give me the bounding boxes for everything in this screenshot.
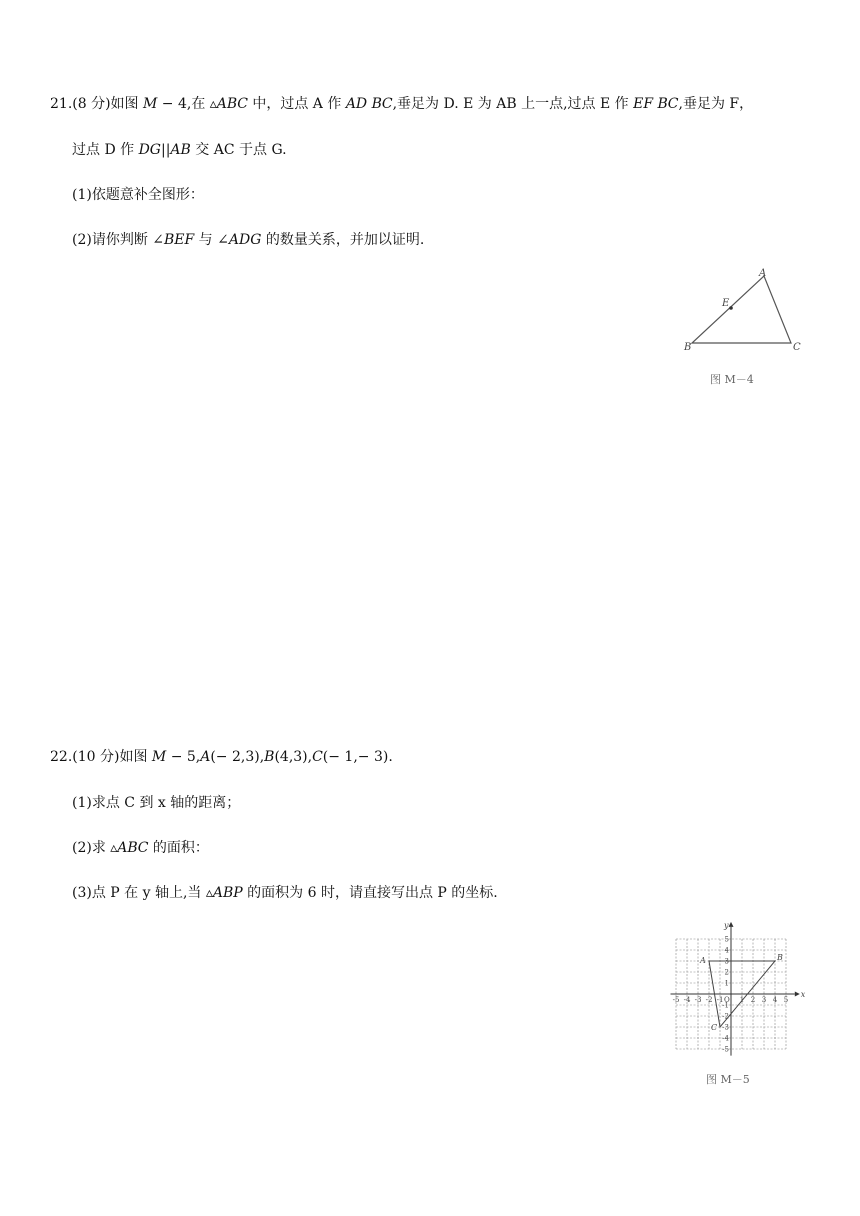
y-tick-label: -5 bbox=[722, 1045, 729, 1054]
y-tick-label: 3 bbox=[724, 957, 729, 966]
y-tick-label: -1 bbox=[722, 1001, 729, 1010]
label-c: C bbox=[793, 342, 801, 353]
x-tick-label: 2 bbox=[750, 996, 756, 1004]
x-tick-label: 5 bbox=[783, 996, 789, 1004]
q21-part2: (2)请你判断 ∠𝐵𝐸𝐹 与 ∠𝐴𝐷𝐺 的数量关系，并加以证明. bbox=[72, 232, 425, 248]
q22-statement-line1: 22.(10 分)如图 𝑀 − 5,𝐴(− 2,3),𝐵(4,3),𝐶(− 1,− 3). bbox=[50, 749, 393, 765]
label-a: A bbox=[700, 956, 706, 965]
label-b: B bbox=[777, 953, 783, 962]
x-tick-label: -3 bbox=[694, 996, 702, 1004]
q22-part3: (3)点 P 在 y 轴上,当 ▵𝐴𝐵𝑃 的面积为 6 时，请直接写出点 P 的坐标. bbox=[72, 885, 498, 901]
x-tick-label: -1 bbox=[716, 996, 724, 1004]
y-tick-label: 1 bbox=[724, 979, 729, 988]
y-tick-label: 4 bbox=[724, 946, 729, 955]
figure-m4-caption: 图 M－4 bbox=[710, 373, 754, 386]
label-c: C bbox=[711, 1023, 718, 1032]
x-axis-arrow-icon bbox=[795, 992, 800, 997]
label-a: A bbox=[759, 268, 767, 279]
label-b: B bbox=[684, 342, 692, 353]
y-tick-label: 5 bbox=[724, 935, 729, 944]
figure-m5-caption: 图 M－5 bbox=[706, 1073, 750, 1086]
y-axis-label: y bbox=[724, 920, 729, 930]
x-tick-label: 3 bbox=[761, 996, 767, 1004]
origin-label: O bbox=[724, 996, 730, 1004]
q21-statement-line2: 过点 D 作 𝐷𝐺||𝐴𝐵 交 AC 于点 G. bbox=[72, 142, 287, 158]
point-e bbox=[729, 306, 733, 310]
x-tick-label: -5 bbox=[672, 996, 680, 1004]
y-axis-arrow-icon bbox=[729, 922, 734, 927]
coordinate-figure-m5 bbox=[662, 920, 812, 1062]
q22-part2: (2)求 ▵𝐴𝐵𝐶 的面积： bbox=[72, 840, 209, 856]
coordinate-axes bbox=[671, 921, 806, 1056]
y-tick-label: 2 bbox=[724, 968, 729, 977]
q22-part1: (1)求点 C 到 x 轴的距离； bbox=[72, 795, 241, 811]
x-tick-label: 4 bbox=[772, 996, 778, 1004]
q21-statement-line1: 21.(8 分)如图 𝑀 − 4,在 ▵𝐴𝐵𝐶 中，过点 A 作 𝐴𝐷 𝐵𝐶,垂足为 D. E 为 AB 上一点,过点 E 作 𝐸𝐹 𝐵𝐶,垂足为 F， bbox=[50, 96, 754, 112]
x-tick-label: -2 bbox=[705, 996, 713, 1004]
label-e: E bbox=[722, 298, 730, 309]
x-axis-label: x bbox=[800, 990, 806, 999]
triangle-abc-plot bbox=[699, 953, 783, 1032]
triangle-abc bbox=[692, 276, 791, 343]
y-tick-label: -4 bbox=[722, 1034, 729, 1043]
q21-part1: (1)依题意补全图形： bbox=[72, 187, 204, 203]
triangle-figure-m4 bbox=[676, 264, 806, 359]
x-tick-label: 1 bbox=[739, 996, 745, 1004]
y-tick-label: -2 bbox=[722, 1012, 729, 1021]
x-tick-label: -4 bbox=[683, 996, 691, 1004]
y-tick-label: -3 bbox=[722, 1023, 729, 1032]
